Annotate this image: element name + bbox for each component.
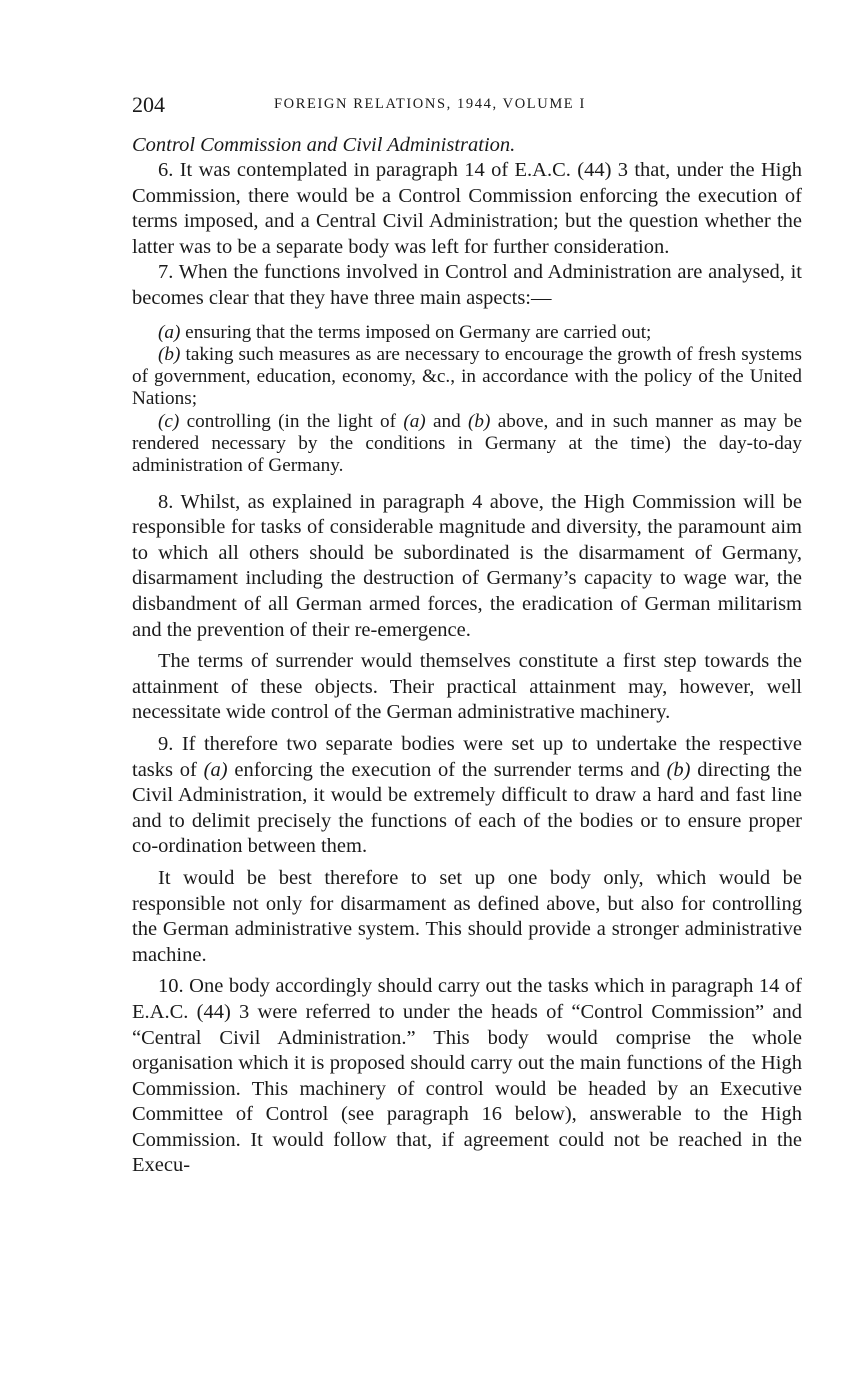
- aspects-list: [132, 322, 802, 478]
- document-page: [132, 92, 802, 1179]
- paragraph-9-ref-b: (b): [666, 758, 691, 781]
- paragraph-8: 8. Whilst, as explained in paragraph 4 above, the High Commission will be responsible for tasks of considerable magnitude and diversity, the paramount aim to which all others should be subordinated is the disarmament of Germany, disarmament including the destruction of Germany’s capacity to wage war, the disbandment of all German armed forces, the eradication of German militarism and the prevention of their re-emergence.: [132, 490, 802, 641]
- aspect-b-label: (b): [158, 343, 181, 365]
- paragraph-9-start: 9. If therefore two separate bodies were set up to undertake the respective tasks of: [132, 732, 802, 781]
- aspect-c: [132, 411, 802, 478]
- aspect-c-ref-a: (a): [403, 410, 426, 432]
- aspect-c-text-2: and: [425, 410, 469, 432]
- aspect-a: [132, 322, 802, 344]
- aspect-a-text: ensuring that the terms imposed on Germany are carried out;: [180, 321, 652, 343]
- paragraph-8-continued: The terms of surrender would themselves constitute a first step towards the attainment of these objects. Their practical attainment may, however, well necessitate wide control of the German administrative machinery.: [132, 650, 802, 724]
- aspect-c-ref-b: (b): [468, 410, 491, 432]
- paragraph-9-end: directing the Civil Administration, it would be extremely difficult to draw a hard and fast line and to delimit precisely the functions of each of the bodies or to ensure proper co-ordination between them.: [132, 758, 802, 858]
- section-heading: Control Commission and Civil Administration.: [132, 134, 516, 156]
- aspect-a-label: (a): [158, 321, 181, 343]
- paragraph-9-mid: enforcing the execution of the surrender terms and: [227, 758, 667, 781]
- paragraph-9-continued: It would be best therefore to set up one body only, which would be responsible not only for disarmament as defined above, but also for controlling the German administrative system. This should provide a stronger administrative machine.: [132, 866, 802, 966]
- paragraph-6: 6. It was contemplated in paragraph 14 of E.A.C. (44) 3 that, under the High Commission, there would be a Control Commission enforcing the execution of terms imposed, and a Central Civil Administration; but the question whether the latter was to be a separate body was left for further consideration.: [132, 159, 802, 258]
- paragraph-9-ref-a: (a): [203, 758, 228, 781]
- aspect-c-text-1: controlling (in the light of: [179, 410, 404, 432]
- paragraph-10: 10. One body accordingly should carry out the tasks which in paragraph 14 of E.A.C. (44) 3 were referred to under the heads of “Control Commission” and “Central Civil Administration.” This body would comprise the whole organisation which it is proposed should carry out the main functions of the High Commission. This machinery of control would be headed by an Executive Committee of Control (see paragraph 16 below), answerable to the High Commission. It would follow that, if agreement could not be reached in the Execu-: [132, 975, 802, 1177]
- page-number: 204: [132, 92, 165, 117]
- aspect-c-text-3: above, and in such manner as may be rendered necessary by the conditions in Germany at the time) the day-to-day administration of Germany.: [132, 410, 802, 477]
- aspect-b-text: taking such measures as are necessary to encourage the growth of fresh systems of government, education, economy, &c., in accordance with the policy of the United Nations;: [132, 343, 802, 410]
- paragraph-9: [132, 732, 802, 860]
- aspect-b: [132, 344, 802, 411]
- aspect-c-label: (c): [158, 410, 180, 432]
- paragraph-7: 7. When the functions involved in Control and Administration are analysed, it becomes clear that they have three main aspects:—: [132, 261, 802, 309]
- page-header: [132, 92, 802, 122]
- running-title: FOREIGN RELATIONS, 1944, VOLUME I: [274, 96, 586, 112]
